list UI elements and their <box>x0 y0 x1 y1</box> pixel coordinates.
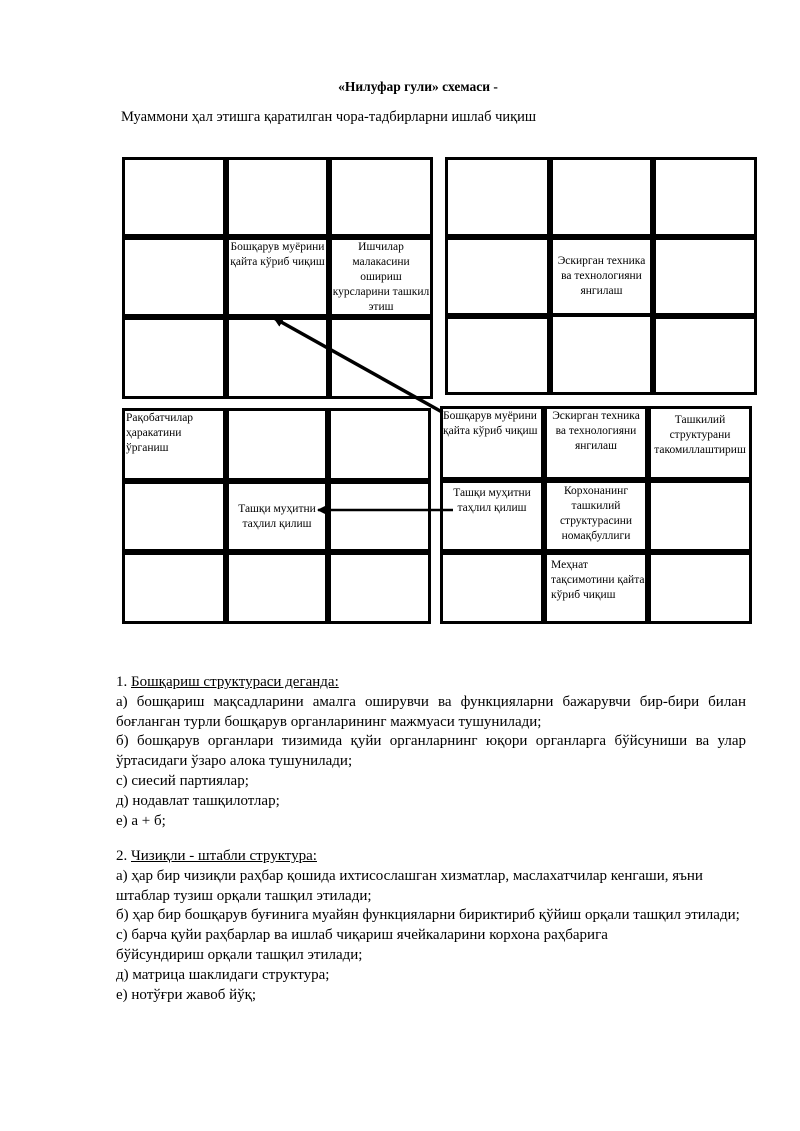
grid-cell: Эскирган техника ва технологияни янгилаш <box>550 237 653 316</box>
question-heading <box>116 847 746 867</box>
grid-cell: Корхонанинг ташкилий структурасини номақбуллиги <box>544 480 648 552</box>
question-title: Чизиқли - штабли структура: <box>131 848 317 864</box>
answer-option: а) бошқариш мақсадларини амалга оширувчи ва функцияларни бажарувчи бир-бири билан боғланган турли бошқарув органларининг мажмуаси тушунилади; <box>116 693 746 730</box>
answer-option: д) матрица шаклидаги структура; <box>116 966 330 983</box>
grid-cell: Рақобатчилар ҳаракатини ўрганиш <box>122 408 226 481</box>
question-title: Бошқариш структураси деганда: <box>131 674 339 690</box>
arrow-diagonal <box>274 318 442 412</box>
answer-option: д) нодавлат ташқилотлар; <box>116 792 280 809</box>
answer-option: с) барча қуйи раҳбарлар ва ишлаб чиқариш ячейкаларини корхона раҳбарига бўйсундириш орқали ташқил этилади; <box>116 927 608 963</box>
answer-option: б) ҳар бир бошқарув буғинига муайян функцияларни бириктириб қўйиш орқали ташқил этилади; <box>116 907 740 924</box>
subtitle: Муаммони ҳал этишга қаратилган чора-тадбирларни ишлаб чиқиш <box>121 109 537 125</box>
grid-cell: Ташкилий структурани такомиллаштириш <box>648 406 752 480</box>
grid-cell: Ишчилар малакасини ошириш курсларини ташкил этиш <box>329 237 433 317</box>
grid-cell: Ташқи муҳитни таҳлил қилиш <box>226 481 328 552</box>
answer-option: б) бошқарув органлари тизимида қуйи органларнинг юқори органларга бўйсуниши ва улар ўртасидаги ўзаро алока тушунилади; <box>116 733 746 770</box>
grid-cell: Ташқи муҳитни таҳлил қилиш <box>440 480 544 552</box>
answer-option: е) а + б; <box>116 812 166 829</box>
question-number: 1. <box>116 674 128 690</box>
answer-option: с) сиесий партиялар; <box>116 772 249 789</box>
question-heading <box>116 673 746 693</box>
answer-option: а) ҳар бир чизиқли раҳбар қошида ихтисослашган хизматлар, маслахатчилар кенгаши, яъни штаблар тузиш орқали ташқил этилади; <box>116 867 703 904</box>
question-number: 2. <box>116 848 128 864</box>
grid-cell: Меҳнат тақсимотини қайта кўриб чиқиш <box>544 552 648 624</box>
question-2 <box>116 847 746 1005</box>
question-1 <box>116 673 746 831</box>
page-title: «Нилуфар гули» схемаси - <box>338 79 498 94</box>
grid-cell: Бошқарув муёрини қайта кўриб чиқиш <box>226 237 329 317</box>
answer-option: е) нотўғри жавоб йўқ; <box>116 986 257 1003</box>
grid-cell: Бошқарув муёрини қайта кўриб чиқиш <box>440 406 544 480</box>
grid-cell: Эскирган техника ва технологияни янгилаш <box>544 406 648 480</box>
